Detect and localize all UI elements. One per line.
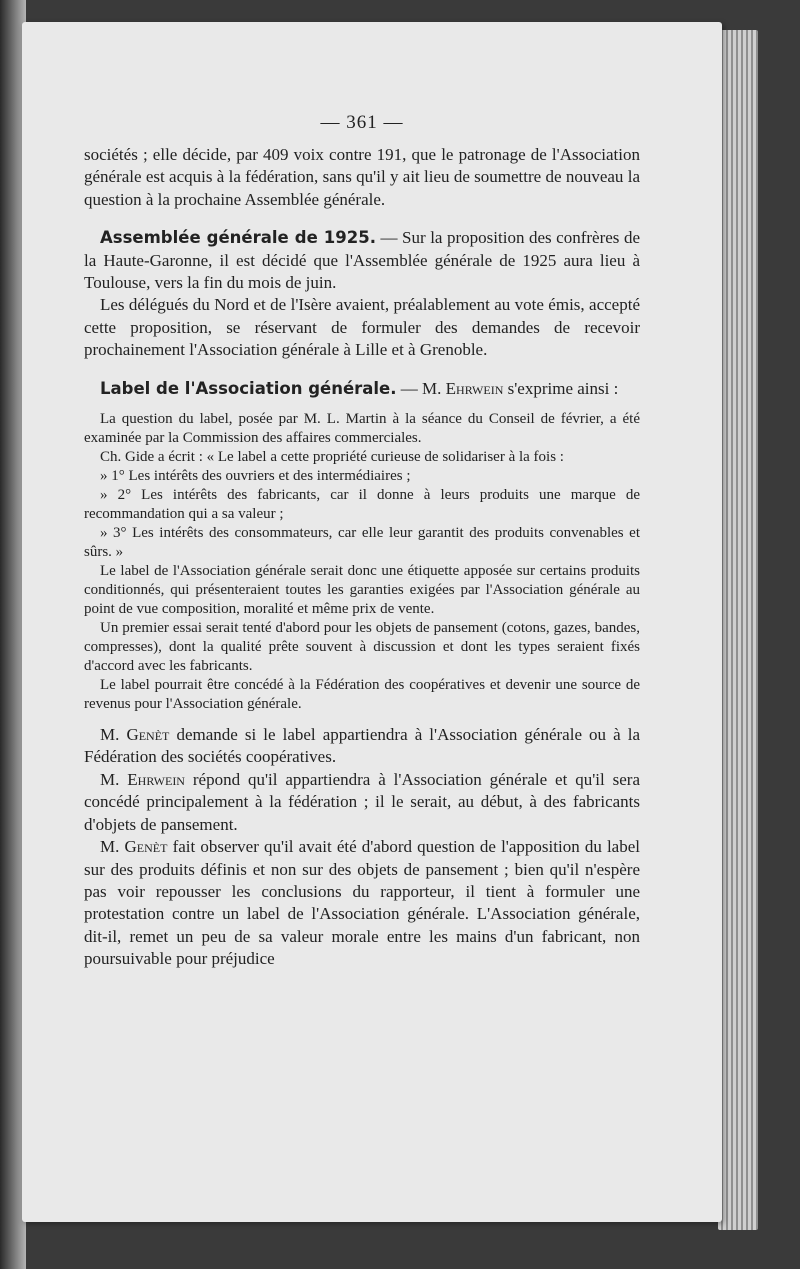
- quote-paragraph: » 2° Les intérêts des fabricants, car il donne à leurs produits une marque de recommandation qui a sa valeur ;: [84, 487, 640, 523]
- section-text: — Sur la proposition des confrères de la Haute-Garonne, il est décidé que l'Assemblée générale de 1925 aura lieu à Toulouse, vers la fin du mois de juin.: [84, 228, 640, 293]
- quote-paragraph: » 3° Les intérêts des consommateurs, car elle leur garantit des produits convenables et sûrs. »: [84, 525, 640, 561]
- discussion-paragraph: [84, 836, 640, 970]
- report-quote: [84, 410, 640, 714]
- discussion-paragraph: [84, 724, 640, 769]
- discussion-prefix: M.: [100, 837, 125, 857]
- discussion-text: fait observer qu'il avait été d'abord question de l'apposition du label sur des produits définis et non sur des objets de pansement ; bien qu'il n'espère pas voir repousser les conclusions du rapporteur, il tient à formuler une protestation contre un label de l'Association générale. L'Association générale, dit-il, remet un peu de sa valeur morale entre les mains d'un fabricant, non poursuivable pour préjudice: [84, 837, 640, 969]
- quote-paragraph: Un premier essai serait tenté d'abord pour les objets de pansement (cotons, gazes, bandes, compresses), dont la qualité prête souvent à discussion et dont les types seraient fixés d'accord avec les fabricants.: [84, 620, 640, 675]
- discussion-paragraph: [84, 769, 640, 836]
- page-stack: [718, 30, 758, 1230]
- quote-paragraph: » 1° Les intérêts des ouvriers et des intermédiaires ;: [100, 468, 411, 485]
- section-label: [84, 378, 640, 400]
- section-heading: Assemblée générale de 1925.: [100, 228, 376, 248]
- speaker-name: Ehrwein: [127, 769, 185, 789]
- quote-paragraph: La question du label, posée par M. L. Martin à la séance du Conseil de février, a été examinée par la Commission des affaires commerciales.: [84, 411, 640, 447]
- quote-paragraph: Le label de l'Association générale serait donc une étiquette apposée sur certains produits conditionnés, qui présenteraient toutes les garanties exigées par l'Association générale au point de vue composition, moralité et même prix de vente.: [84, 563, 640, 618]
- paragraph-delegues: Les délégués du Nord et de l'Isère avaient, préalablement au vote émis, accepté cette proposition, se réservant de formuler des demandes de recevoir prochainement l'Association générale à Lille et à Grenoble.: [84, 295, 640, 360]
- page-content: [84, 112, 640, 971]
- section-intro-dash: — M.: [396, 378, 446, 398]
- section-heading: Label de l'Association générale.: [100, 378, 397, 398]
- speaker-name: Ehrwein: [445, 378, 504, 398]
- book-page: [22, 22, 722, 1222]
- page-number: — 361 —: [320, 112, 404, 133]
- paragraph-intro: sociétés ; elle décide, par 409 voix contre 191, que le patronage de l'Association générale est acquis à la fédération, sans qu'il y ait lieu de soumettre de nouveau la question à la prochaine Assemblée générale.: [84, 145, 640, 209]
- discussion-text: répond qu'il appartiendra à l'Association générale et qu'il sera concédé principalement à la fédération ; il le serait, au début, à des fabricants d'objets de pansement.: [84, 769, 640, 834]
- section-assemblee-1925: [84, 227, 640, 294]
- discussion-prefix: M.: [100, 769, 128, 789]
- quote-paragraph: Le label pourrait être concédé à la Fédération des coopératives et devenir une source de revenus pour l'Association générale.: [84, 677, 640, 713]
- speaker-name: Genèt: [126, 725, 170, 745]
- quote-paragraph: Ch. Gide a écrit : « Le label a cette propriété curieuse de solidariser à la fois :: [100, 449, 564, 466]
- speaker-name: Genèt: [124, 837, 168, 857]
- section-intro-rest: s'exprime ainsi :: [503, 378, 619, 398]
- discussion-prefix: M.: [100, 725, 127, 745]
- discussion-text: demande si le label appartiendra à l'Association générale ou à la Fédération des sociétés coopératives.: [84, 725, 640, 767]
